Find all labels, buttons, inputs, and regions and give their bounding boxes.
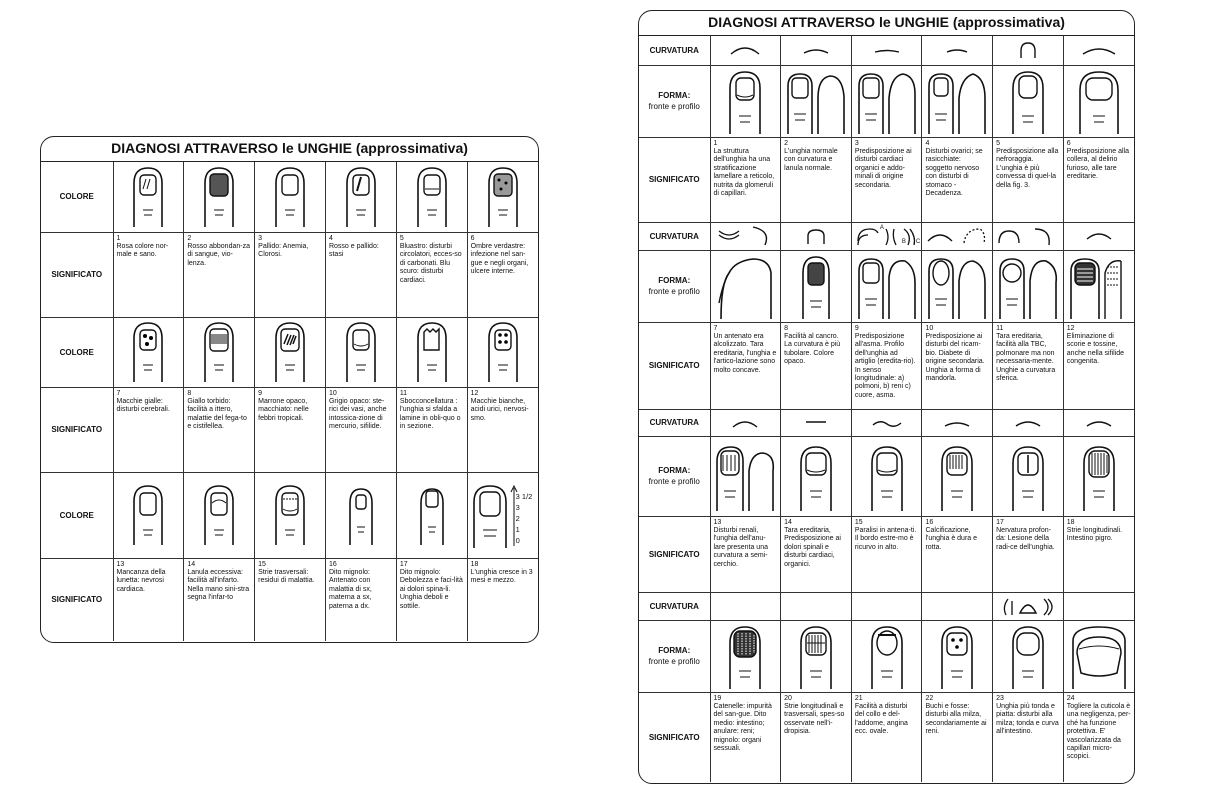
shape-figure-9 — [851, 250, 922, 322]
meaning-cell-14: 14 Lanula eccessiva: facilità all'infarto. Nella mano sini-stra segna l'infar-to — [184, 558, 255, 641]
finger-nail-icon — [268, 165, 312, 229]
finger-nail-icon — [481, 165, 525, 229]
shape-figure-10 — [922, 250, 993, 322]
shape-figure-4 — [922, 65, 993, 137]
curvature-12 — [1063, 222, 1134, 250]
shape-figure-12 — [1063, 250, 1134, 322]
curvature-arc-icon — [796, 226, 836, 246]
curvature-13 — [710, 409, 781, 436]
shape-figure-17 — [993, 436, 1064, 516]
curvature-11 — [993, 222, 1064, 250]
finger-profile-icon — [1067, 253, 1131, 319]
left-chart-card — [40, 136, 539, 643]
finger-nail-icon — [410, 320, 454, 384]
nail-figure-7 — [113, 317, 184, 387]
finger-nail-icon — [1074, 441, 1124, 511]
finger-profile-icon — [996, 253, 1060, 319]
curvature-6 — [1063, 36, 1134, 65]
curvature-arc-icon — [998, 595, 1058, 617]
meaning-cell-r8: 8 Facilità al cancro. La curvatura è più tubolare. Colore opaco. — [781, 322, 852, 409]
nail-figure-10 — [325, 317, 396, 387]
finger-nail-icon — [932, 623, 982, 689]
meaning-cell-r21: 21 Facilità a disturbi del collo e del-l'addome, angina ecc. ovale. — [851, 692, 922, 782]
meaning-cell-r2: 2 L'unghia normale con curvatura e lanula normale. — [781, 137, 852, 222]
fig9-label-a: A — [879, 224, 884, 231]
curvature-22 — [922, 592, 993, 620]
nail-figure-4 — [325, 162, 396, 232]
curvature-18 — [1063, 409, 1134, 436]
shape-figure-15 — [851, 436, 922, 516]
label-curvatura: CURVATURA — [639, 409, 710, 436]
curvature-16 — [922, 409, 993, 436]
curvature-arc-icon — [1079, 227, 1119, 245]
finger-nail-icon — [1003, 441, 1053, 511]
curvature-arc-icon — [1079, 415, 1119, 431]
meaning-cell-3: 3 Pallido: Anemia, Clorosi. — [255, 232, 326, 317]
finger-nail-icon — [1067, 623, 1131, 689]
label-forma: FORMA: fronte e profilo — [639, 65, 710, 137]
right-chart-table — [639, 36, 1134, 782]
curvature-arc-icon — [725, 415, 765, 431]
nail-figure-5 — [396, 162, 467, 232]
curvature-23 — [993, 592, 1064, 620]
finger-nail-icon — [791, 441, 841, 511]
label-forma: FORMA: fronte e profilo — [639, 620, 710, 692]
curvature-2 — [781, 36, 852, 65]
label-colore: COLORE — [41, 162, 113, 232]
finger-nail-icon — [1074, 68, 1124, 134]
curvature-arc-icon — [715, 225, 775, 247]
meaning-cell-r9: 9 Predisposizione all'asma. Profilo dell'unghia ad artiglio (eredita-rio). In senso longitudinale: a) polmoni, b) reni c) cuore, asma. — [851, 322, 922, 409]
meaning-cell-r23: 23 Unghia più tonda e piatta: disturbi alla milza; tonda e curva all'intestino. — [993, 692, 1064, 782]
finger-nail-icon — [197, 165, 241, 229]
shape-figure-16 — [922, 436, 993, 516]
meaning-cell-5: 5 Bluastro: disturbi circolatori, ecces-so di carbonati. Blu scuro: disturbi cardiaci. — [396, 232, 467, 317]
finger-nail-icon — [1003, 623, 1053, 689]
nail-figure-3 — [255, 162, 326, 232]
meaning-cell-r19: 19 Catenelle: impurità del san-gue. Dito medio: intestino; anulare: reni; mignolo: organi sessuali. — [710, 692, 781, 782]
finger-nail-icon — [197, 320, 241, 384]
curvature-arc-icon — [1008, 415, 1048, 431]
label-significato: SIGNIFICATO — [41, 387, 113, 472]
finger-profile-icon — [713, 253, 777, 319]
curvature-20 — [781, 592, 852, 620]
curvature-10 — [922, 222, 993, 250]
meaning-cell-18: 18 L'unghia cresce in 3 mesi e mezzo. — [467, 558, 538, 641]
shape-figure-20 — [781, 620, 852, 692]
nail-figure-6 — [467, 162, 538, 232]
shape-figure-7 — [710, 250, 781, 322]
finger-profile-icon — [925, 253, 989, 319]
finger-nail-icon — [339, 165, 383, 229]
finger-nail-icon — [268, 320, 312, 384]
label-significato: SIGNIFICATO — [639, 322, 710, 409]
meaning-cell-r13: 13 Disturbi renali, l'unghia dell'anu-lare presenta una curvatura a semi-cerchio. — [710, 516, 781, 592]
meaning-cell-8: 8 Giallo torbido: facilità a ittero, malattie del fega-to e cistifellea. — [184, 387, 255, 472]
curvature-24 — [1063, 592, 1134, 620]
meaning-cell-1: 1 Rosa colore nor-male e sano. — [113, 232, 184, 317]
curvature-8 — [781, 222, 852, 250]
shape-figure-23 — [993, 620, 1064, 692]
nail-figure-16 — [325, 472, 396, 558]
label-significato: SIGNIFICATO — [41, 558, 113, 641]
finger-profile-icon — [855, 253, 919, 319]
nail-figure-9 — [255, 317, 326, 387]
curvature-arc-icon — [867, 42, 907, 58]
fig9-label-c: C — [915, 238, 921, 245]
meaning-cell-6: 6 Ombre verdastre: infezione nel san-gue e negli organi, ulcere interne. — [467, 232, 538, 317]
shape-figure-18 — [1063, 436, 1134, 516]
shape-figure-21 — [851, 620, 922, 692]
nail-figure-18 — [467, 472, 538, 558]
nail-figure-8 — [184, 317, 255, 387]
finger-nail-icon — [1003, 68, 1053, 134]
curvature-arc-icon — [725, 42, 765, 58]
meaning-cell-11: 11 Sbocconcellatura : l'unghia si sfalda a lamine in obli-quo o in sezione. — [396, 387, 467, 472]
finger-nail-icon — [339, 320, 383, 384]
finger-nail-icon — [481, 320, 525, 384]
meaning-cell-r12: 12 Eliminazione di scorie e tossine, anche nella sifilide congenita. — [1063, 322, 1134, 409]
label-curvatura: CURVATURA — [639, 222, 710, 250]
nail-figure-13 — [113, 472, 184, 558]
meaning-cell-7: 7 Macchie gialle: disturbi cerebrali. — [113, 387, 184, 472]
finger-profile-icon — [713, 441, 777, 511]
meaning-cell-r16: 16 Calcificazione, l'unghia è dura e rotta. — [922, 516, 993, 592]
meaning-cell-r3: 3 Predisposizione ai disturbi cardiaci organici e addo-minali di origine secondaria. — [851, 137, 922, 222]
nail-figure-12 — [467, 317, 538, 387]
curvature-arc-icon — [1079, 42, 1119, 58]
meaning-cell-10: 10 Grigio opaco: ste-rici dei vasi, anche intossica-zione di mercurio, sifilide. — [325, 387, 396, 472]
label-significato: SIGNIFICATO — [639, 516, 710, 592]
meaning-cell-r14: 14 Tara ereditaria, Predisposizione ai dolori spinali e disturbi cardiaci, organici. — [781, 516, 852, 592]
finger-nail-icon — [126, 165, 170, 229]
meaning-cell-r22: 22 Buchi e fosse: disturbi alla milza, secondariamente ai reni. — [922, 692, 993, 782]
left-card-title: DIAGNOSI ATTRAVERSO le UNGHIE (approssimativa) — [41, 137, 538, 162]
finger-nail-icon — [126, 320, 170, 384]
curvature-9 — [851, 222, 922, 250]
finger-nail-icon — [720, 68, 770, 134]
meaning-cell-15: 15 Strie trasversali: residui di malattia. — [255, 558, 326, 641]
shape-figure-22 — [922, 620, 993, 692]
label-forma: FORMA: fronte e profilo — [639, 436, 710, 516]
meaning-cell-r5: 5 Predisposizione alla nefroraggia. L'unghia è più convessa di quel-la della fig. 3. — [993, 137, 1064, 222]
label-curvatura: CURVATURA — [639, 592, 710, 620]
nail-figure-1 — [113, 162, 184, 232]
shape-figure-3 — [851, 65, 922, 137]
finger-nail-icon — [339, 483, 383, 547]
nail-figure-14 — [184, 472, 255, 558]
meaning-cell-r6: 6 Predisposizione alla collera, al delirio furioso, alle tare ereditarie. — [1063, 137, 1134, 222]
curvature-arc-icon — [995, 225, 1061, 247]
nail-figure-15 — [255, 472, 326, 558]
shape-figure-24 — [1063, 620, 1134, 692]
meaning-cell-r15: 15 Paralisi in antena-ti. Il bordo estre-mo è ricurvo in alto. — [851, 516, 922, 592]
finger-profile-icon — [925, 68, 989, 134]
shape-figure-13 — [710, 436, 781, 516]
shape-figure-2 — [781, 65, 852, 137]
curvature-arc-icon — [937, 42, 977, 58]
nail-figure-2 — [184, 162, 255, 232]
curvature-arc-icon — [937, 415, 977, 431]
finger-nail-icon — [862, 441, 912, 511]
finger-profile-icon — [855, 68, 919, 134]
shape-figure-6 — [1063, 65, 1134, 137]
shape-figure-14 — [781, 436, 852, 516]
shape-figure-11 — [993, 250, 1064, 322]
shape-figure-1 — [710, 65, 781, 137]
meaning-cell-r11: 11 Tara ereditaria, facilità alla TBC, polmonare ma non necessaria-mente. Unghie a curvatura sferica. — [993, 322, 1064, 409]
meaning-cell-r4: 4 Disturbi ovarici; se rasicchiate: soggetto nervoso con disturbi di stomaco - Decadenza. — [922, 137, 993, 222]
curvature-arc-icon — [854, 225, 920, 247]
meaning-cell-4: 4 Rosso e pallido: stasi — [325, 232, 396, 317]
finger-nail-icon — [410, 165, 454, 229]
label-colore: COLORE — [41, 317, 113, 387]
label-significato: SIGNIFICATO — [639, 137, 710, 222]
meaning-cell-9: 9 Marrone opaco, macchiato: nelle febbri tropicali. — [255, 387, 326, 472]
meaning-cell-r1: 1 La struttura dell'unghia ha una stratificazione lamellare a reticolo, nutrita da glomeruli di capillari. — [710, 137, 781, 222]
curvature-arc-icon — [1008, 41, 1048, 59]
meaning-cell-r10: 10 Predisposizione ai disturbi del ricam-bio. Diabete di origine secondaria. Unghia a forma di mandorla. — [922, 322, 993, 409]
finger-nail-icon — [410, 483, 454, 547]
curvature-1 — [710, 36, 781, 65]
finger-nail-icon — [268, 483, 312, 547]
finger-nail-icon — [720, 623, 770, 689]
finger-nail-icon — [862, 623, 912, 689]
fig9-label-b: B — [901, 238, 906, 245]
meaning-cell-r18: 18 Strie longitudinali. Intestino pigro. — [1063, 516, 1134, 592]
right-chart-card — [638, 10, 1135, 784]
meaning-cell-12: 12 Macchie bianche, acidi urici, nervosi-smo. — [467, 387, 538, 472]
curvature-7 — [710, 222, 781, 250]
curvature-4 — [922, 36, 993, 65]
nail-figure-17 — [396, 472, 467, 558]
curvature-arc-icon — [924, 225, 990, 247]
meaning-cell-r7: 7 Un antenato era alcolizzato. Tara ereditaria, l'unghia e l'artico-lazione sono molto concave. — [710, 322, 781, 409]
label-curvatura: CURVATURA — [639, 36, 710, 65]
label-colore: COLORE — [41, 472, 113, 558]
finger-nail-icon — [932, 441, 982, 511]
meaning-cell-13: 13 Mancanza della lunetta: nevrosi cardiaca. — [113, 558, 184, 641]
shape-figure-5 — [993, 65, 1064, 137]
meaning-cell-r24: 24 Togliere la cuticola è una negligenza, per-ché ha funzione protettiva. E' vascolarizzata da capillari micro-scopici. — [1063, 692, 1134, 782]
label-forma: FORMA: fronte e profilo — [639, 250, 710, 322]
nail-figure-11 — [396, 317, 467, 387]
label-significato: SIGNIFICATO — [41, 232, 113, 317]
curvature-3 — [851, 36, 922, 65]
meaning-cell-r20: 20 Strie longitudinali e trasversali, spes-so osservate nell'i-dropisia. — [781, 692, 852, 782]
meaning-cell-16: 16 Dito mignolo: Antenato con malattia di sx, materna a sx, paterna a dx. — [325, 558, 396, 641]
finger-profile-icon — [784, 68, 848, 134]
curvature-17 — [993, 409, 1064, 436]
curvature-arc-icon — [796, 415, 836, 431]
curvature-arc-icon — [867, 415, 907, 431]
curvature-15 — [851, 409, 922, 436]
right-card-title: DIAGNOSI ATTRAVERSO le UNGHIE (approssimativa) — [639, 11, 1134, 36]
curvature-arc-icon — [796, 42, 836, 58]
curvature-5 — [993, 36, 1064, 65]
curvature-19 — [710, 592, 781, 620]
growth-scale: 3 1/2 3 2 1 0 — [515, 491, 533, 545]
left-chart-table — [41, 162, 538, 641]
finger-nail-icon — [791, 623, 841, 689]
meaning-cell-17: 17 Dito mignolo: Debolezza e faci-lità ai dolori spina-li. Unghia deboli e sottile. — [396, 558, 467, 641]
meaning-cell-2: 2 Rosso abbondan-za di sangue, vio-lenza. — [184, 232, 255, 317]
shape-figure-19 — [710, 620, 781, 692]
label-significato: SIGNIFICATO — [639, 692, 710, 782]
curvature-14 — [781, 409, 852, 436]
curvature-21 — [851, 592, 922, 620]
finger-nail-icon — [126, 483, 170, 547]
shape-figure-8 — [781, 250, 852, 322]
meaning-cell-r17: 17 Nervatura profon-da: Lesione della radi-ce dell'unghia. — [993, 516, 1064, 592]
finger-nail-icon — [791, 253, 841, 319]
finger-nail-icon — [197, 483, 241, 547]
